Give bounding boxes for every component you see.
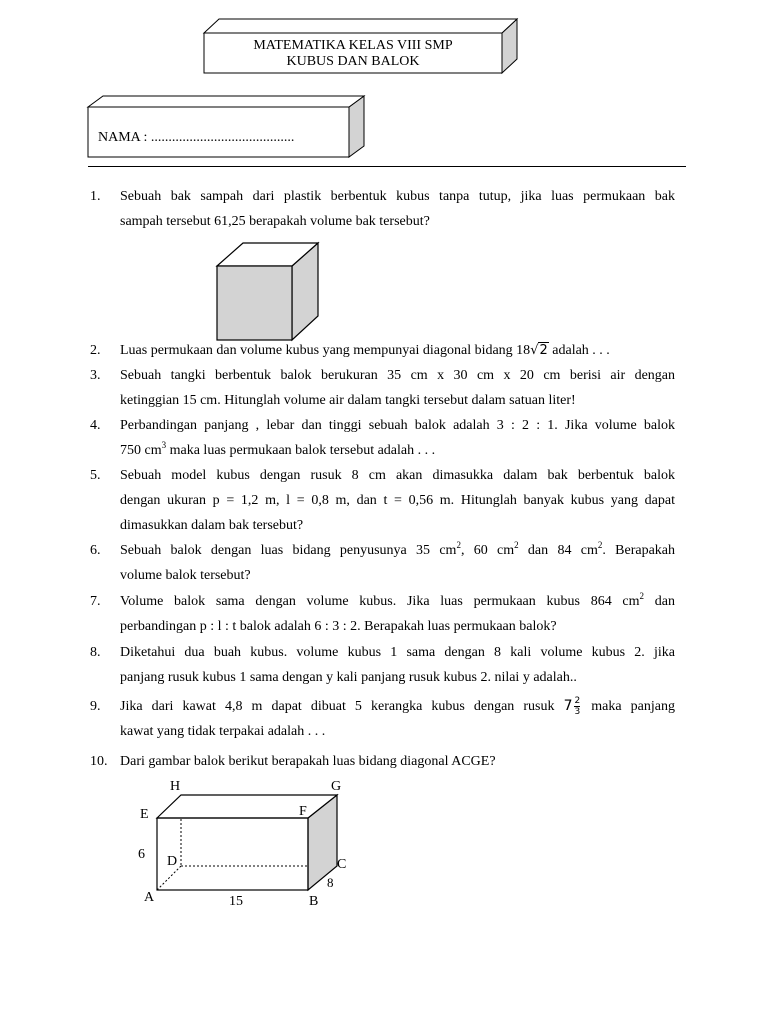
vertex-label-A: A [144,890,155,905]
length-label: 15 [229,894,243,909]
question-text-cont: dengan ukuran p = 1,2 m, l = 0,8 m, dan t = 0,56 m. Hitunglah banyak kubus yang dapat [120,493,675,508]
question-text: Jika dari kawat 4,8 m dapat dibuat 5 kerangka kubus dengan rusuk 7 $\frac{2}{3}$ maka panjang [120,696,675,718]
face-EFGH [157,795,337,818]
vertex-label-G: G [331,779,342,794]
face-ABFE [157,818,308,890]
question-number: 7. [90,594,101,609]
question-number: 2. [90,343,101,358]
question-2 [90,338,675,363]
student-name-field[interactable]: NAMA : ......................................... [98,130,295,145]
question-text: Perbandingan panjang , lebar dan tinggi sebuah balok adalah 3 : 2 : 1. Jika volume balok [120,418,675,433]
question-10 [90,749,675,774]
vertex-label-E: E [140,807,149,822]
question-text: Sebuah tangki berbentuk balok berukuran 35 cm x 30 cm x 20 cm berisi air dengan [120,368,675,383]
mixed-number-whole: 7 [563,698,573,714]
question-text: Diketahui dua buah kubus. volume kubus 1 sama dengan 8 kali volume kubus 2. jika [120,645,675,660]
question-4 [90,413,675,463]
question-text-cont: dimasukkan dalam bak tersebut? [120,518,304,533]
vertex-label-F: F [299,804,307,819]
question-number: 9. [90,699,101,714]
height-label: 6 [138,847,145,862]
question-text-cont: perbandingan p : l : t balok adalah 6 : 3 : 2. Berapakah luas permukaan balok? [120,619,557,634]
vertex-label-B: B [309,894,319,909]
header-boxes [0,0,768,180]
edge-DA [157,866,181,890]
question-5 [90,463,675,538]
question-number: 8. [90,645,101,660]
question-7 [90,589,675,639]
vertex-label-C: C [337,857,347,872]
box-figure [150,790,340,902]
question-text: Sebuah balok dengan luas bidang penyusunya 35 $cm^2$, 60 $cm^2$ dan 84 $cm^2$. Berapakah [120,540,675,558]
question-text: Sebuah model kubus dengan rusuk 8 cm akan dimasukka dalam bak berbentuk balok [120,468,675,483]
question-number: 3. [90,368,101,383]
question-text-cont: volume balok tersebut? [120,568,251,583]
header-divider [88,166,686,167]
worksheet-topic: KUBUS DAN BALOK [286,54,420,69]
question-6 [90,538,675,588]
question-text-cont: ketinggian 15 cm. Hitunglah volume air dalam tangki tersebut dalam satuan liter! [120,393,576,408]
worksheet-subject: MATEMATIKA KELAS VIII SMP [253,38,453,53]
question-number: 1. [90,189,101,204]
question-number: 10. [90,754,108,769]
question-1 [90,184,675,234]
question-number: 6. [90,543,101,558]
width-label: 8 [327,875,334,890]
square-root: √2 [530,343,548,358]
fraction: $\frac{2}{3}$ [574,696,581,718]
question-text: Dari gambar balok berikut berapakah luas bidang diagonal ACGE? [120,754,496,769]
question-text-cont: panjang rusuk kubus 1 sama dengan y kali panjang rusuk kubus 2. nilai y adalah.. [120,670,577,685]
question-number: 5. [90,468,101,483]
question-text-cont: sampah tersebut 61,25 berapakah volume bak tersebut? [120,214,430,229]
question-text: Sebuah bak sampah dari plastik berbentuk kubus tanpa tutup, jika luas permukaan bak [120,189,675,204]
vertex-label-H: H [170,779,181,794]
question-3 [90,363,675,413]
name-box-3d [88,96,364,157]
vertex-label-D: D [167,854,178,869]
question-9 [90,694,675,744]
question-8 [90,640,675,690]
question-number: 4. [90,418,101,433]
question-text: Volume balok sama dengan volume kubus. Jika luas permukaan kubus 864 $cm^2$ dan [120,591,676,609]
question-text-cont: kawat yang tidak terpakai adalah . . . [120,724,326,739]
question-text-cont: 750 $cm^3$ maka luas permukaan balok tersebut adalah . . . [120,440,436,458]
question-text: Luas permukaan dan volume kubus yang mempunyai diagonal bidang 18√2 adalah . . . [120,343,610,358]
cube-figure [210,238,326,344]
